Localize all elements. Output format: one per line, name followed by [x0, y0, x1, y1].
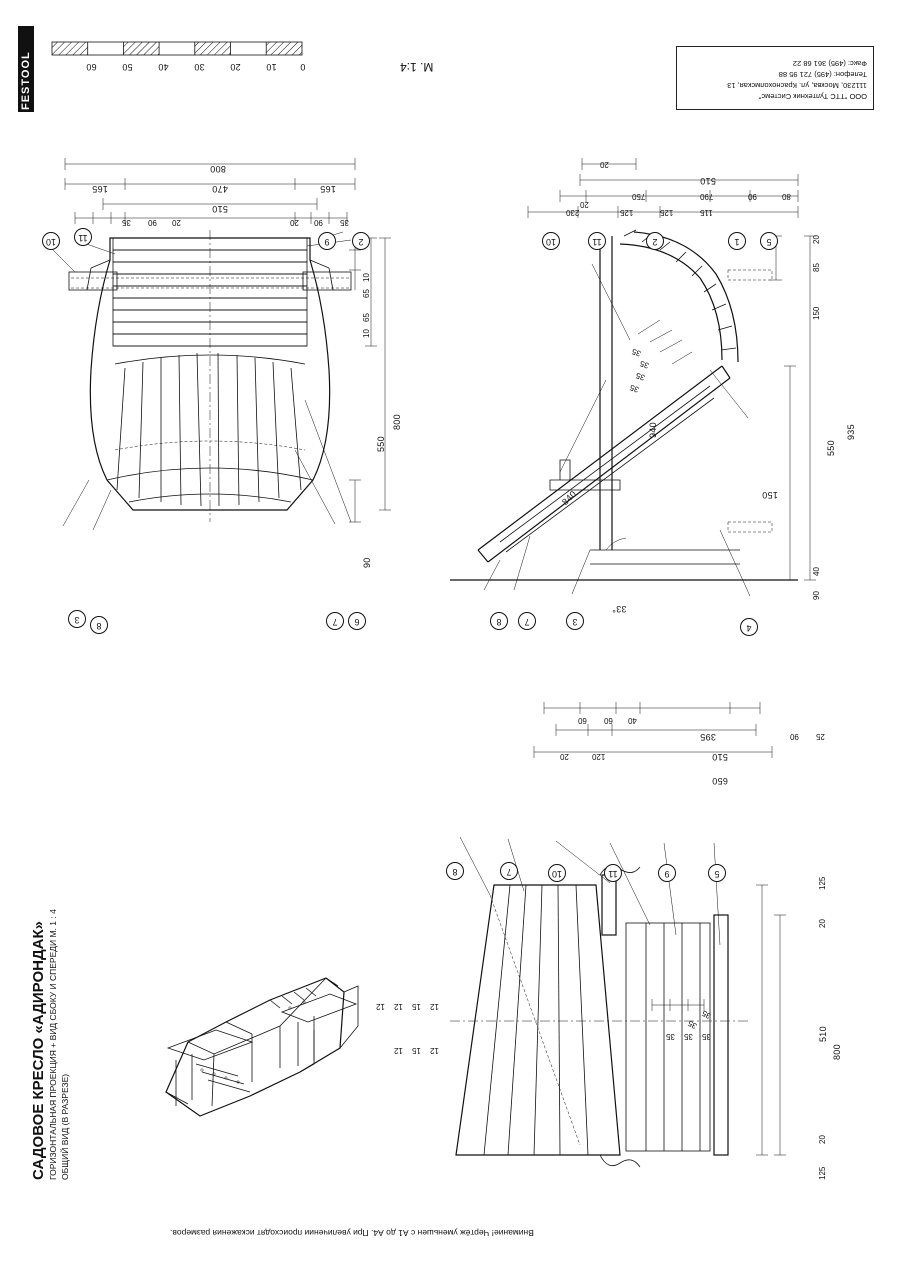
company-line-3: Телефон: (495) 721 95 88 [778, 70, 867, 79]
balloon-top-8: 8 [90, 616, 108, 634]
company-line-2: 111230, Москва, ул. Краснохолмская, 13 [727, 81, 867, 90]
dim-top-800: 800 [210, 164, 226, 174]
page-subtitle-1: ГОРИЗОНТАЛЬНАЯ ПРОЕКЦИЯ + ВИД СБОКУ И СПЕРЕДИ М. 1 : 4 [48, 909, 58, 1180]
dim-side-90r: 90 [812, 591, 821, 600]
dim-front-12a: 12 [430, 1002, 439, 1011]
page-subtitle-2: ОБЩИЙ ВИД (В РАЗРЕЗЕ) [60, 1073, 70, 1180]
dim-side-935: 935 [846, 424, 856, 440]
dim-right-10a: 10 [362, 273, 371, 282]
dim-side-20b: 20 [580, 200, 589, 209]
dim-front-60a: 60 [604, 716, 613, 725]
scale-tick-0: 0 [300, 62, 306, 72]
dim-front-40: 40 [628, 716, 637, 725]
scale-tick-40: 40 [158, 62, 169, 72]
dim-right-65a: 65 [362, 289, 371, 298]
balloon-top-3: 3 [68, 610, 86, 628]
dim-right-90: 90 [362, 557, 372, 568]
dim-top-470: 470 [212, 184, 228, 194]
scale-tick-30: 30 [194, 62, 205, 72]
dim-front-125b: 125 [818, 1166, 827, 1180]
dim-top-510: 510 [212, 204, 228, 214]
dim-side-80: 80 [782, 192, 791, 201]
balloon-side-10: 10 [542, 232, 560, 250]
balloon-top-6: 6 [348, 612, 366, 630]
dim-front-15a: 15 [412, 1002, 421, 1011]
dim-side-35d: 35 [628, 382, 641, 395]
dim-top-35b: 35 [340, 218, 349, 227]
scale-tick-60: 60 [86, 62, 97, 72]
balloon-side-5: 5 [760, 232, 778, 250]
dim-front-35a: 35 [700, 1008, 713, 1021]
dim-top-20b: 20 [290, 218, 299, 227]
dim-side-125a: 125 [620, 208, 634, 217]
dim-side-35a: 35 [630, 346, 643, 359]
dim-side-125b: 125 [660, 208, 674, 217]
dim-front-12e: 12 [394, 1046, 403, 1055]
dim-front-20b: 20 [818, 1135, 827, 1144]
balloon-front-10: 10 [548, 864, 566, 882]
dim-side-790: 790 [700, 192, 714, 201]
dim-front-90: 90 [790, 732, 799, 741]
dim-front-35e: 35 [666, 1032, 675, 1041]
dim-side-20a: 20 [600, 160, 609, 169]
dim-side-750: 750 [632, 192, 646, 201]
dim-side-940: 940 [648, 422, 658, 438]
dim-side-angle-33: 33° [612, 604, 627, 614]
dim-front-60b: 60 [578, 716, 587, 725]
balloon-top-10: 10 [42, 232, 60, 250]
balloon-front-7: 7 [500, 862, 518, 880]
balloon-side-4: 4 [740, 618, 758, 636]
scale-tick-50: 50 [122, 62, 133, 72]
dim-side-150r: 150 [812, 306, 821, 320]
festool-logo-text: FESTOOL [20, 51, 32, 110]
dim-front-25: 25 [816, 732, 825, 741]
scale-tick-20: 20 [230, 62, 241, 72]
dim-right-10b: 10 [362, 329, 371, 338]
balloon-side-7: 7 [518, 612, 536, 630]
balloon-side-8: 8 [490, 612, 508, 630]
dim-front-35b: 35 [686, 1018, 699, 1031]
scale-label: M. 1:4 [400, 60, 434, 74]
dim-side-90: 90 [748, 192, 757, 201]
dim-side-115: 115 [700, 208, 713, 217]
dim-side-550: 550 [826, 440, 836, 456]
dim-side-35b: 35 [638, 358, 651, 371]
dim-front-800r: 800 [832, 1044, 842, 1060]
scale-tick-10: 10 [266, 62, 277, 72]
festool-logo [18, 26, 34, 112]
dim-front-20a: 20 [818, 919, 827, 928]
dim-top-90a: 90 [148, 218, 157, 227]
dim-side-510-top: 510 [700, 176, 716, 186]
company-line-1: ООО "ТТС Тултехник Системс" [758, 92, 867, 101]
balloon-top-11: 11 [74, 228, 92, 246]
dim-right-800: 800 [392, 414, 402, 430]
company-line-4: Факс: (495) 361 68 22 [792, 59, 867, 68]
dim-side-85: 85 [812, 263, 821, 272]
dim-side-40: 40 [812, 567, 821, 576]
dim-top-90b: 90 [314, 218, 323, 227]
dim-right-550: 550 [376, 436, 386, 452]
dim-front-12d: 12 [430, 1046, 439, 1055]
dim-front-650: 650 [712, 776, 728, 786]
dim-front-510: 510 [712, 752, 728, 762]
balloon-side-1: 1 [728, 232, 746, 250]
dim-side-20r: 20 [812, 235, 821, 244]
balloon-side-2: 2 [646, 232, 664, 250]
dim-top-165b: 165 [320, 184, 336, 194]
balloon-front-8: 8 [446, 862, 464, 880]
dim-front-125a: 125 [818, 876, 827, 890]
balloon-top-2: 2 [352, 232, 370, 250]
dim-front-395: 395 [700, 732, 716, 742]
dim-front-15b: 15 [412, 1046, 421, 1055]
dim-top-35a: 35 [122, 218, 131, 227]
balloon-side-3: 3 [566, 612, 584, 630]
page-title: САДОВОЕ КРЕСЛО «АДИРОНДАК» [30, 920, 47, 1180]
dim-side-35c: 35 [634, 370, 647, 383]
company-info-block [676, 46, 874, 110]
dim-top-20a: 20 [172, 218, 181, 227]
balloon-front-5: 5 [708, 864, 726, 882]
dim-front-35c: 35 [702, 1032, 711, 1041]
dim-front-35d: 35 [684, 1032, 693, 1041]
dim-front-510r: 510 [818, 1026, 828, 1042]
warning-note: Внимание! Чертёж уменьшен с А1 до А4. При увеличении происходят искажения размеров. [170, 1228, 534, 1238]
balloon-side-11: 11 [588, 232, 606, 250]
balloon-front-9: 9 [658, 864, 676, 882]
dim-front-20: 20 [560, 752, 569, 761]
dim-top-165a: 165 [92, 184, 108, 194]
dim-front-12b: 12 [394, 1002, 403, 1011]
dim-side-150: 150 [762, 490, 778, 500]
dim-right-65b: 65 [362, 313, 371, 322]
dim-side-230: 230 [566, 208, 580, 217]
balloon-top-9: 9 [318, 232, 336, 250]
balloon-top-7: 7 [326, 612, 344, 630]
dim-front-120: 120 [592, 752, 606, 761]
dim-front-12c: 12 [376, 1002, 385, 1011]
dim-side-840: 840 [560, 488, 579, 508]
balloon-front-11: 11 [604, 864, 622, 882]
